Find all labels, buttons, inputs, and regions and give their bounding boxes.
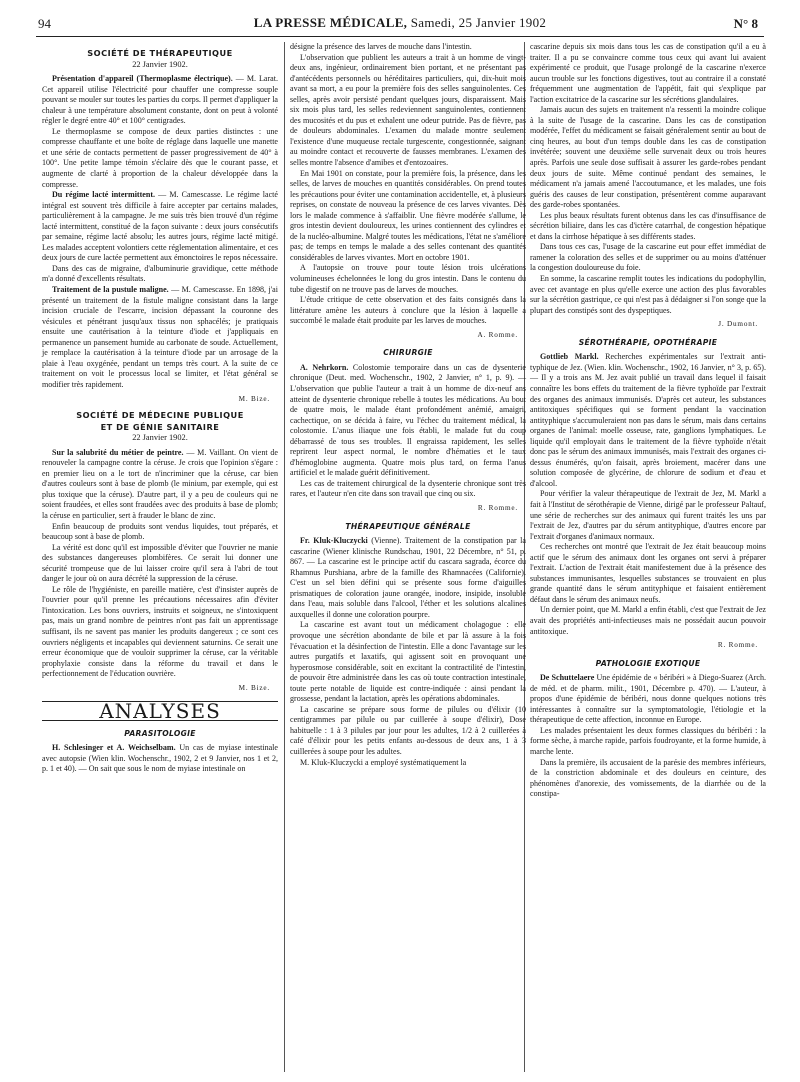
issue-date: Samedi, 25 Janvier 1902 [407, 15, 547, 30]
paragraph-text: (Vienne). Traitement de la constipation par la cascarine (Wiener klinische Rundschau, 1901, 22 Décembre, n° 51, p. 867. — La cascarine est le principe actif du cascara sagrada, écorce du Rhamnus Purshiana, arbre de la famille des Rhamnacées (Californie). C'est un sel bien défini qui se présente sous forme d'aiguilles prismatiques de coloration jaune orangée, inodore, insipide, insoluble dans l'eau, mais soluble dans l'alcool, l'éther et les solutions alcalines auxquelles il donne une coloration pourpre. [290, 536, 526, 619]
issue-number: N° 8 [733, 16, 758, 31]
paragraph-lead: Du régime lacté intermittent. [52, 190, 156, 200]
paragraph: La cascarine se prépare sous forme de pilules ou d'élixir (10 centigrammes par pilule ou par cuillerée à soupe d'élixir), Dose habituelle : 1 à 3 pilules par jour pour les adultes, 1/2 à 2 cuillerées à café d'élixir pour les petits enfants au-dessous de deux ans, 1 à 3 cuillerées à soupe pour les adultes. [290, 704, 526, 756]
paragraph-lead: Fr. Kluk-Kluczycki [300, 536, 368, 546]
paragraph: L'observation que publient les auteurs a trait à un homme de vingt-deux ans, ingénieur, ordinairement bien portant, et ne présentant pas d'antécédents personnels ou héréditaires particuliers, qui, dix-huit mois avant sa mort, a eu pour la première fois des selles sanguinolentes. Ces selles, après avoir persisté pendant quelques jours, disparaissent. Mais six mois plus tard, les selles redeviennent sanguinolentes, contiennent des mucosités et du pus et exhalent une odeur putride. Pas de fièvre, pas de douleurs abdominales. L'examen du malade montre seulement l'existence d'une muqueuse rectale turgescente, congestionnée, saignant au moindre contact et recouverte de fausses membranes. L'examen des selles montre l'absence d'amibes et d'entozoaires. [290, 52, 526, 168]
paragraph [290, 536, 526, 620]
paragraph-text: — M. Vaillant. On vient de renouveler la campagne contre la céruse. Je crois que l'opinion s'égare : en premier lieu on a le tort de n'incriminer que la céruse, car bien d'autres couleurs sont à base de plomb (le minium, par exemple, qui est plus toxique que la céruse). D'autre part, il y a peu de couleurs qui ne soient fraudées, et elles sont fraudées avec des produits à base de plomb; la céruse en particulier, sert à frauder le blanc de zinc. [42, 447, 278, 520]
paragraph-text: Un cas de myiase intestinale avec autopsie (Wien klin. Wochenschr., 1902, 2 et 9 Janvier, nos 1 et 2, p. 1 et 40). — On sait que sous le nom de myiase intestinale on [42, 743, 278, 774]
paragraph: Pour vérifier la valeur thérapeutique de l'extrait de Jez, M. Markl a fait à l'Institut de sérothérapie de Vienne, dirigé par le professeur Paltauf, une série de recherches sur des animaux qui furent traités les uns par l'extrait de Jez, d'autres par du sérum antityphique, d'autres encore par l'extrait d'organes d'animaux normaux. [530, 489, 766, 541]
paragraph: Jamais aucun des sujets en traitement n'a ressenti la moindre colique à la suite de l'usage de la cascarine. Dans les cas de constipation modérée, l'effet du médicament se faisait généralement sentir au bout de cinq heures, au bout d'un temps double dans les cas de constipation invétérée; souvent une deuxième selle survenait deux ou trois heures après. Parfois une seule dose suffisait à assurer les garde-robes pendant deux jours de suite. Même continué pendant des semaines, le médicament n'a jamais amené l'accoutumance, et les malades, une fois guéris des causes de leur constipation, présentèrent comme auparavant des garde-robes spontanées. [530, 105, 766, 210]
paragraph [42, 743, 278, 775]
paragraph-lead: Gottlieb Markl. [540, 352, 599, 362]
signature: R. Romme. [477, 503, 518, 512]
paragraph-lead: H. Schlesinger et A. Weichselbam. [52, 743, 176, 753]
column-3 [530, 42, 766, 800]
paragraph: Les cas de traitement chirurgical de la dysenterie chronique sont très rares, et l'auteur n'en cite dans son travail que cinq ou six. [290, 478, 526, 499]
paragraph: M. Kluk-Kluczycki a employé systématiquement la [300, 757, 467, 767]
paragraph: cascarine depuis six mois dans tous les cas de constipation qu'il a eu à traiter. Il a pu se convaincre comme tous ceux qui avant lui avaient expérimenté ce produit, que l'usage prolongé de la cascarine n'exerce aucun trouble sur les fonctions digestives, tout au contraire il a constaté fréquemment une augmentation de l'appétit, fait qui s'explique par l'action excitatrice de la cascarine sur les sécrétions glandulaires. [530, 42, 766, 104]
section-title: SÉROTHÉRAPIE, OPOTHÉRAPIE [578, 337, 718, 347]
section-title: CHIRURGIE [383, 348, 433, 358]
paragraph: désigne la présence des larves de mouche dans l'intestin. [290, 42, 472, 51]
paragraph: En Mai 1901 on constate, pour la première fois, la présence, dans les selles, de larves de mouches en quantités considérables. On prend toutes les précautions pour éviter une contamination accidentelle, et, à plusieurs reprises, on constate de nouveau la présence de ces larves vivantes. Dès lors le malade commence à s'affaiblir. Une fièvre modérée s'allume, le gros intestin devient douloureux, les urines contiennent des cylindres et de la nucléo-albumine. Malgré toutes les médications, l'état ne s'améliore pas; de temps en temps le malade a des selles contenant des quantités considérables de larves vivantes. Mort en octobre 1901. [290, 168, 526, 262]
paragraph: Les malades présentaient les deux formes classiques du béribéri : la forme sèche, à marche rapide, parfois foudroyante, et la forme humide, à marche lente. [530, 725, 766, 756]
paragraph: A l'autopsie on trouve pour toute lésion trois ulcérations volumineuses échelonnées le long du gros intestin. Dans le contenu du tube digestif on ne trouve pas de larves de mouches. [290, 263, 526, 294]
signature: A. Romme. [477, 330, 518, 339]
signature: R. Romme. [717, 641, 758, 650]
signature: M. Bize. [238, 683, 270, 692]
column-1 [42, 42, 278, 775]
paragraph: L'étude critique de cette observation et des faits consignés dans la littérature amène les auteurs à conclure que la lésion à laquelle a succombé le malade était produite par les larves de mouches. [290, 295, 526, 326]
paragraph: Dans la première, ils accusaient de la parésie des membres inférieurs, de la constriction abdominale et des douleurs en ceinture, des phénomènes d'anorexie, des vomissements, de la diarrhée ou de la constipa- [530, 757, 766, 799]
section-date: 22 Janvier 1902. [132, 59, 188, 69]
paragraph: En somme, la cascarine remplit toutes les indications du podophyllin, avec cet avantage en plus qu'elle exerce une action des plus favorables sur la sécrétion gastrique, ce qui n'est pas à dédaigner si l'on songe que la plupart des constipés sont des dyspeptiques. [530, 274, 766, 315]
section-title: PATHOLOGIE EXOTIQUE [595, 658, 701, 668]
paragraph-lead: Présentation d'appareil (Thermoplasme électrique). [52, 74, 233, 84]
paragraph [290, 363, 526, 479]
journal-name: LA PRESSE MÉDICALE, [253, 15, 408, 30]
paragraph [42, 285, 278, 390]
signature: M. Bize. [238, 394, 270, 403]
paragraph: Dans tous ces cas, l'usage de la cascarine eut pour effet immédiat de ramener la coloration des selles et de supprimer ou au moins d'atténuer la congestion douloureuse du foie. [530, 242, 766, 273]
paragraph: La vérité est donc qu'il est impossible d'éviter que l'ouvrier ne manie des substances dangereuses plombifères. Ce serait lui donner une sécurité trompeuse que de lui laisser croire qu'il sera à l'abri de tout danger le jour où on aura décrété la suppression de la céruse. [42, 542, 278, 584]
paragraph: Un dernier point, que M. Markl a enfin établi, c'est que l'extrait de Jez avait des propriétés anti-infectieuses mais ne possédait aucun pouvoir antitoxique. [530, 605, 766, 636]
paragraph: Enfin beaucoup de produits sont vendus liquides, tout préparés, et beaucoup sont à base de plomb. [42, 521, 278, 542]
section-title: ET DE GÉNIE SANITAIRE [100, 421, 220, 432]
paragraph: Le rôle de l'hygiéniste, en pareille matière, c'est d'insister auprès de l'ouvrier pour qu'il prenne les précautions nécessaires afin d'éviter l'intoxication. Les bons ouvriers, instruits et soigneux, ne s'intoxiquent pas, mais un grand nombre de peintres n'ont pas fait un apprentissage suffisant, ils ne savent pas manier les produits dangereux ; ce sont ces ouvriers négligents et incapables qui deviennent saturnins. Ce serait une erreur économique que de vouloir supprimer la céruse, car la véritable prophylaxie consiste dans la réforme du travail et dans le perfectionnement de l'éducation ouvrière. [42, 584, 278, 679]
paragraph-text: — M. Camescasse. Le régime lacté intégral est souvent très difficile à faire accepter par certains malades, particulièrement à la campagne. Je me suis très bien trouvé d'un régime lacté intermittent, constitué de la façon suivante : deux jours consécutifs par semaine, régime lacté absolu; les autres jours, régime lacté mitigé. Les malades acceptent volontiers cette réglementation alimentaire, et ces deux jours de cure lactée permettent aux émonctoires le repos nécessaire. [42, 190, 278, 263]
paragraph [42, 190, 278, 264]
page-header [28, 14, 772, 36]
paragraph-lead: Sur la salubrité du métier de peintre. [52, 447, 184, 457]
paragraph-lead: De Schuttelaere [540, 673, 595, 683]
section-title: SOCIÉTÉ DE THÉRAPEUTIQUE [87, 48, 233, 58]
column-2 [290, 42, 526, 768]
paragraph-text: Recherches expérimentales sur l'extrait anti-typhique de Jez. (Wien. klin. Wochenschr., 1902, 16 Janvier, n° 3, p. 65). — Il y a trois ans M. Jez avait publié un travail dans lequel il faisait connaître les bons effets du traitement de la fièvre typhoïde par l'extrait des organes des animaux immunisés. D'après cet auteur, les substances antitoxiques spécifiques qui se forment pendant la vaccination antityphique s'accumuleraient non pas dans le sérum, mais dans certains organes de l'animal: moelle osseuse, rate, ganglions lymphatiques. Le liquide qu'il employait dans le traitement de la fièvre typhoïde n'était donc pas le sérum des animaux immunisés, mais l'extrait des organes ci-dessus énumérés, qu'on faisait, après broiement, macérer dans une solution composée de glycérine, de chlorure de sodium et d'eau et d'alcool. [530, 352, 766, 488]
paragraph-text: — M. Larat. Cet appareil utilise l'électricité pour chauffer une compresse souple pouvant se mouler sur toutes les parties du corps. Il permet d'appliquer la chaleur à une température absolument constante, dont on peut à volonté régler le degré entre 40° et 100° centigrades. [42, 74, 278, 126]
paragraph: Ces recherches ont montré que l'extrait de Jez était beaucoup moins actif que le sérum des animaux dont les organes ont servi à préparer l'extrait. L'action de l'extrait était manifestement due à la présence des substances immunisantes, lesquelles substances se trouvaient en plus grande quantité dans le sérum antityphique et faisaient entièrement défaut dans le sérum des animaux neufs. [530, 542, 766, 604]
section-title: PARASITOLOGIE [124, 728, 196, 738]
paragraph: La cascarine est avant tout un médicament cholagogue : elle provoque une sécrétion abondante de bile et par là assure à la fois l'évacuation et la désinfection de l'intestin. Elle a donc l'avantage sur les autres purgatifs et laxatifs, qui agissent soit en provoquant une hyperosmose considérable, soit en excitant la contractilité de l'intestin, de pouvoir être administrée dans les cas où toute contraction intestinale, toute perte notable de liquide est contre-indiquée : ainsi pendant la grossesse, pendant la lactation, après les opérations abdominales. [290, 620, 526, 704]
section-date: 22 Janvier 1902. [132, 433, 188, 443]
paragraph [42, 74, 278, 127]
paragraph [530, 352, 766, 489]
paragraph [42, 448, 278, 522]
paragraph-text: Une épidémie de « béribéri » à Diego-Suarez (Arch. de méd. et de pharm. milit., 1901, Décembre p. 470). — L'auteur, à propos d'une épidémie de béribéri, nous donne quelques notions très intéressantes à connaître sur la symptomatologie, l'étiologie et la thérapeutique de cette affection, inconnue en Europe. [530, 673, 766, 725]
analyses-banner: ANALYSES [42, 701, 278, 721]
column-divider [284, 42, 285, 1072]
header-rule [36, 36, 764, 37]
signature: J. Dumont. [718, 320, 758, 329]
paragraph-text: — M. Camescasse. En 1898, j'ai présenté un traitement de la fistule maligne consistant dans la large incision cruciale de l'escarre, incision dépassant la couronne des vésicules et pénétrant jusqu'aux tissus non sphacélés; je pratiquais ensuite une cautérisation à la teinture d'iode et j'appliquais en permanence un pansement humide au carbonate de soude. Actuellement, je remplace la cautérisation à la teinture d'iode par un arrosage de la plaie à l'eau oxygénée, pendant un temps très court. A la suite de ce traitement on voit le processus local se limiter, et l'état général se modifier très rapidement. [42, 285, 278, 389]
section-title: SOCIÉTÉ DE MÉDECINE PUBLIQUE [76, 410, 244, 421]
paragraph: Dans des cas de migraine, d'albuminurie gravidique, cette méthode m'a donné d'excellents résultats. [42, 263, 278, 284]
journal-title [28, 15, 772, 31]
paragraph: Les plus beaux résultats furent obtenus dans les cas d'insuffisance de sécrétion biliaire, dans les cas d'ictère catarrhal, de congestion hépatique et dans la cirrhose hépatique à ses différents stades. [530, 210, 766, 241]
page-number: 94 [38, 16, 51, 31]
paragraph [530, 673, 766, 726]
paragraph: Le thermoplasme se compose de deux parties distinctes : une compresse chauffante et une boîte de réglage dans laquelle une manette et une série de contacts permettent de passer progressivement de 40° à 100°. Une petite lampe témoin s'éclaire dès que le courant passe, et augmente de clarté à proportion de la chaleur développée dans la compresse. [42, 126, 278, 189]
paragraph-lead: Traitement de la pustule maligne. [52, 285, 169, 295]
paragraph-lead: A. Nehrkorn. [300, 362, 349, 372]
section-title: THÉRAPEUTIQUE GÉNÉRALE [345, 521, 471, 531]
paragraph-text: Colostomie temporaire dans un cas de dysenterie chronique (Deut. med. Wochenschr., 1902, 2 Janvier, n° 1, p. 9). — L'observation que publie l'auteur a trait à un homme de dix-neuf ans atteint de dysenterie chronique rebelle à toutes les médications. Au bout de quatre mois, le malade étant profondément anémié, amaigri, cachectique, on se décida à faire, vu l'échec du traitement médical, la colostomie. L'anus iliaque une fois établi, le malade fut du coup débarrassé de tous ses troubles. Il engraissa rapidement, les selles reprirent leur aspect normal, le nombre d'hématies et le taux d'hémoglobine augmenta. Quatre mois plus tard, on ferma l'anus artificiel et le malade guérit définitivement. [290, 362, 526, 478]
